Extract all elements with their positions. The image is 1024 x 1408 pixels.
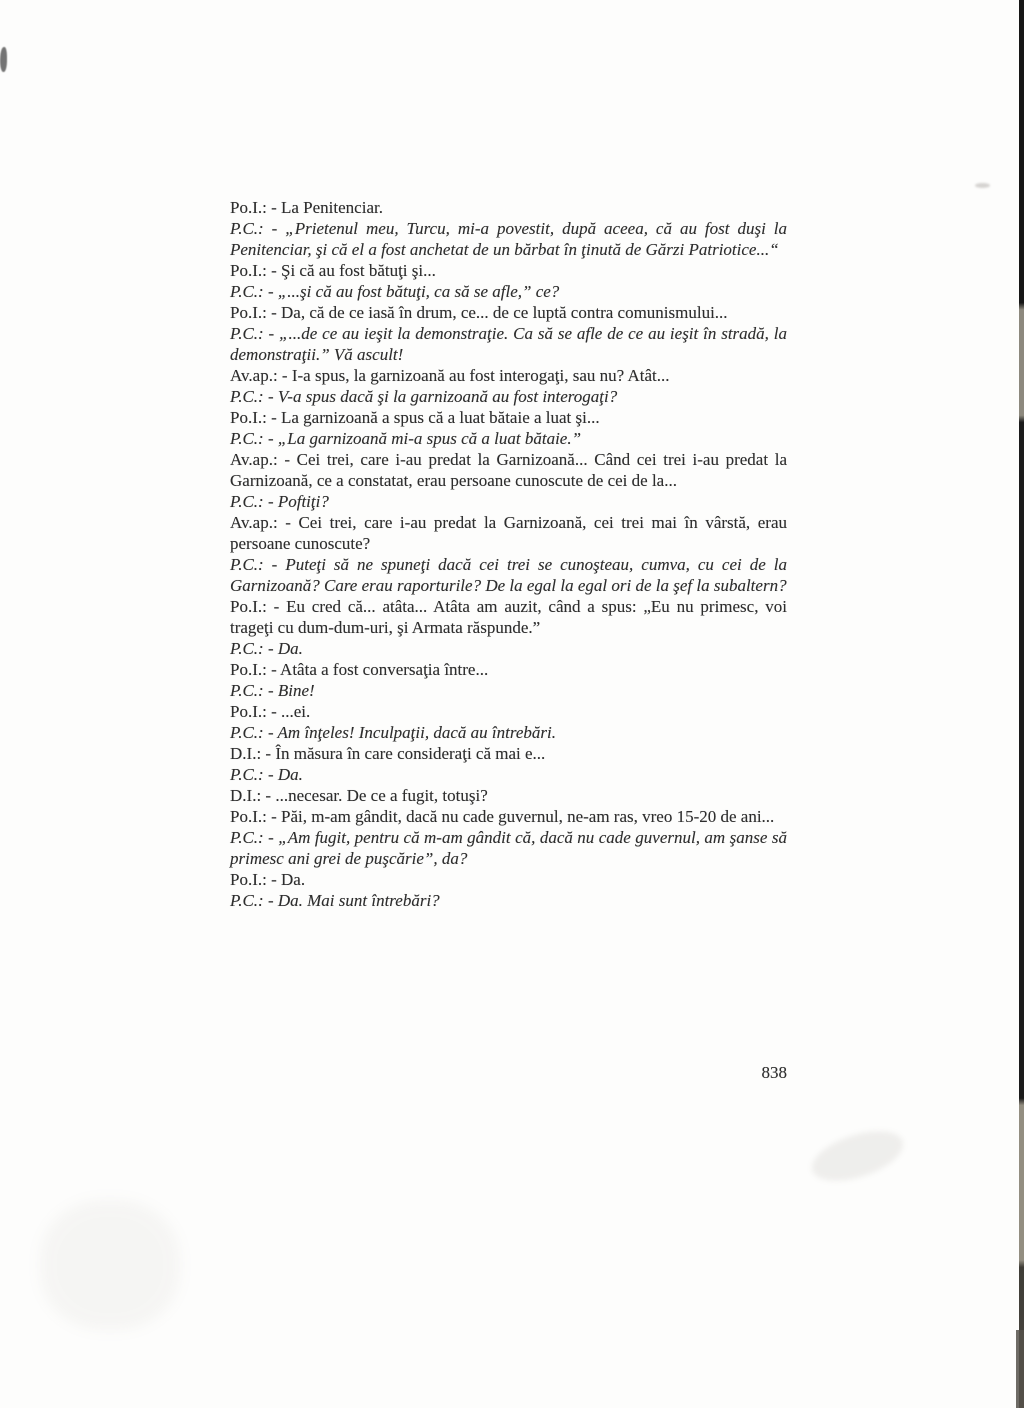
page-number: 838 <box>761 1063 787 1082</box>
dialogue-line: P.C.: - Poftiţi? <box>230 492 329 511</box>
scan-smudge <box>40 1200 180 1330</box>
scan-smudge <box>806 1121 909 1190</box>
dialogue-line: Po.I.: - Eu cred că... atâta... Atâta am auzit, când a spus: „Eu nu primesc, voi trageţi cu dum-dum-uri, şi Armata răspunde.” <box>230 597 787 637</box>
dialogue-line: P.C.: - „...şi că au fost bătuţi, ca să se afle,” ce? <box>230 282 560 301</box>
dialogue-line: P.C.: - Da. <box>230 639 303 658</box>
dialogue-line: Po.I.: - Da. <box>230 870 306 889</box>
dialogue-line: Po.I.: - La Penitenciar. <box>230 198 383 217</box>
dialogue-line: Av.ap.: - I-a spus, la garnizoană au fost interogaţi, sau nu? Atât... <box>230 366 670 385</box>
dialogue-line: P.C.: - Puteţi să ne spuneţi dacă cei trei se cunoşteau, cumva, cu cei de la Garnizoană? Care erau raporturile? De la egal la egal ori de la şef la subaltern? <box>230 555 787 595</box>
dialogue-line: P.C.: - Da. Mai sunt întrebări? <box>230 891 440 910</box>
dialogue-line: D.I.: - În măsura în care consideraţi că mai e... <box>230 744 546 763</box>
dialogue-line: D.I.: - ...necesar. De ce a fugit, totuşi? <box>230 786 488 805</box>
scan-gutter-shadow-bottom <box>1016 1330 1024 1408</box>
dialogue-line: Po.I.: - Atâta a fost conversaţia între... <box>230 660 489 679</box>
scan-mark-topleft <box>0 47 7 72</box>
dialogue-line: Po.I.: - ...ei. <box>230 702 311 721</box>
scan-gutter-shadow <box>1019 0 1024 1408</box>
dialogue-line: Po.I.: - Păi, m-am gândit, dacă nu cade guvernul, ne-am ras, vreo 15-20 de ani... <box>230 807 775 826</box>
dialogue-line: P.C.: - „...de ce au ieşit la demonstraţie. Ca să se afle de ce au ieşit în stradă, la demonstraţii.” Vă ascult! <box>230 324 787 364</box>
dialogue-line: P.C.: - V-a spus dacă şi la garnizoană au fost interogaţi? <box>230 387 618 406</box>
dialogue-line: P.C.: - „La garnizoană mi-a spus că a luat bătaie.” <box>230 429 582 448</box>
dialogue-line: Po.I.: - La garnizoană a spus că a luat bătaie a luat şi... <box>230 408 600 427</box>
dialogue-line: P.C.: - Bine! <box>230 681 315 700</box>
dialogue-line: P.C.: - Da. <box>230 765 303 784</box>
dialogue-line: P.C.: - Am înţeles! Inculpaţii, dacă au întrebări. <box>230 723 556 742</box>
scan-smudge <box>975 183 990 188</box>
dialogue-line: P.C.: - „Am fugit, pentru că m-am gândit că, dacă nu cade guvernul, am şanse să primesc ani grei de puşcărie”, da? <box>230 828 787 868</box>
dialogue-line: Av.ap.: - Cei trei, care i-au predat la Garnizoană... Când cei trei i-au predat la Garnizoană, ce a constatat, erau persoane cunoscute de cei de la... <box>230 450 787 490</box>
transcript-text-block <box>230 197 787 911</box>
dialogue-line: Po.I.: - Şi că au fost bătuţi şi... <box>230 261 436 280</box>
dialogue-line: P.C.: - „Prietenul meu, Turcu, mi-a povestit, după aceea, că au fost duşi la Penitenciar, şi că el a fost anchetat de un bărbat în ţinută de Gărzi Patriotice...“ <box>230 219 787 259</box>
dialogue-line: Av.ap.: - Cei trei, care i-au predat la Garnizoană, cei trei mai în vârstă, erau persoane cunoscute? <box>230 513 787 553</box>
dialogue-line: Po.I.: - Da, că de ce iasă în drum, ce... de ce luptă contra comunismului... <box>230 303 728 322</box>
